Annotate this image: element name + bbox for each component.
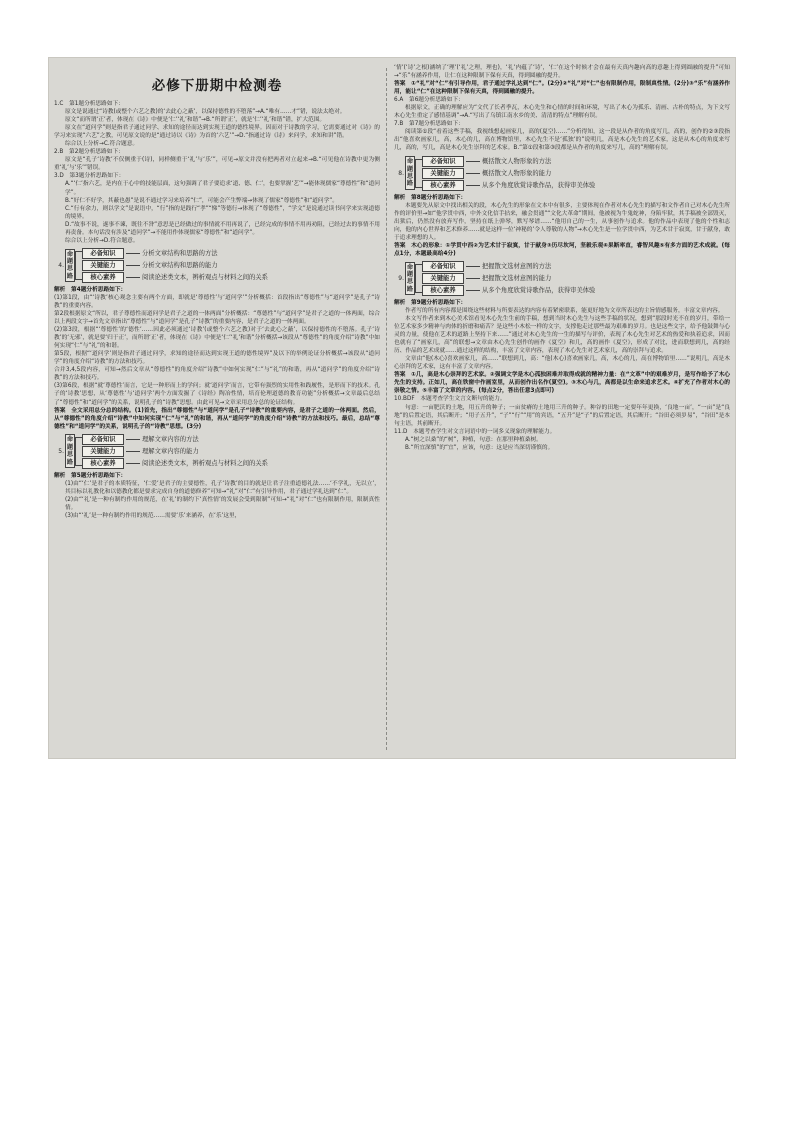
left-text-block-3 (54, 472, 380, 520)
diagram-row (422, 273, 595, 284)
diagram-row-label: 必备知识 (82, 248, 124, 259)
paragraph: 答案 ①几，高是木心崇拜的艺术家。②强调文学是木心孤独困难并取得成就的精神力量：在“文革”中的艰难岁月，是写作给予了木心先生的支持。正如几，高在铁窗中作画室里，从而创作出名作(夏空)。③木心与几，高都是以生命来追求艺术。④扩充了作者对木心的崇敬之情。⑤丰富了文章的内容。(每点2分，答出任意3点即可) (394, 372, 730, 395)
paragraph: B.“好仁不好学，其蔽也愚”是说不通过学习来培养“仁”，可能会产生弊端→体现了儒家“尊德性”和“道问学”。 (65, 197, 338, 204)
paragraph: D.“故事不说，遂事不谏，既往不咎”意思是已经做过的事情就不用再说了，已经完成的事情不用再劝阻，已经过去的事情不用再责备。本句话没有涉及“道问学”→不能用作体现儒家“尊德性”和“道问学”。 (65, 221, 380, 236)
right-text-block-2 (394, 194, 730, 258)
paragraph: (1)由“‘仁’是君子的本质特征，‘仁爱’是君子的主要德性，孔子‘诗教’的目的就是让君子注重道德礼法……‘不学礼，无以立’，其目标以礼教化和以德教化都是要求完成自身的道德修养”可知→“礼”对“仁”有引导作用，君子通过学礼达到“仁”。 (65, 480, 380, 495)
proposition-label: 命 题 思 路 (405, 262, 415, 296)
right-text-block-1 (394, 64, 730, 153)
q4-proposition-diagram (54, 248, 380, 283)
connector-line (126, 277, 140, 278)
paragraph: 原文是说通过“诗教(或整个六艺之教)的‘去此心之蔽’，以保持德性的不堕落”→A.“唯有……才”错，说法太绝对。 (65, 109, 346, 116)
diagram-row (422, 168, 595, 179)
paragraph: A.“树之以桑”的“树”，种植，句意：在那里种植桑树。 (405, 436, 542, 443)
diagram-row-text: 分析文章结构和思路的能力 (142, 261, 218, 269)
diagram-row (82, 248, 268, 259)
diagram-row (422, 180, 595, 191)
q8-proposition-diagram (394, 156, 730, 191)
diagram-row-text: 理解文章内容的方法 (142, 435, 199, 443)
diagram-row (422, 156, 595, 167)
connector-line (466, 290, 480, 291)
left-column (54, 64, 380, 754)
connector-line (466, 161, 480, 162)
connector-line (466, 266, 480, 267)
paragraph: 6.A 第6题分析思路如下： (394, 97, 464, 104)
left-text-block-1 (54, 100, 380, 245)
paragraph: 答案 全文采用总分总的结构。(1)首先，指出“尊德性”与“道问学”是孔子“诗教”的重要内容，是君子之道的一体两面。然后，从“尊德性”的角度介绍“诗教”中如何实现“仁”与“礼”的和谐，再从“道问学”的角度介绍“诗教”的方法和技巧。最后，总结“尊德性”和“道问学”的关系，说明孔子的“诗教”思想。(3分) (54, 407, 380, 430)
diagram-row-label: 关键能力 (422, 273, 464, 284)
diagram-row (422, 261, 595, 272)
q5-proposition-diagram (54, 434, 380, 469)
diagram-row-text: 概括散文人物形象的方法 (482, 157, 552, 165)
right-column (394, 64, 730, 754)
diagram-row-label: 必备知识 (82, 434, 124, 445)
paragraph: 3.D 第3题分析思路如下： (54, 173, 125, 180)
column-divider (386, 68, 387, 750)
paragraph: 7.B 第7题分析思路如下： (394, 121, 464, 128)
paragraph: 第2段根据原文“所以，君子尊德性而道问学是君子之道的一体两面”分析概括：“尊德性”与“道问学”是君子之道的一体两面，综合以上两段文字→首先文章指出“尊德性”与“道问学”是孔子“诗教”的重要内容，是君子之道的一体两面。 (54, 310, 380, 326)
diagram-row-text: 阅读论述类文本，辨析观点与材料之间的关系 (142, 459, 268, 467)
paragraph: 原文是“孔子‘诗教’不仅侧重于(诗)，同样侧重于‘礼’与‘乐’”，可见→原文并没有把两者对立起来→B.“可见他在诗教中更为侧重‘礼’与‘乐’”错误。 (54, 157, 380, 172)
diagram-row (82, 434, 268, 445)
connector-line (466, 173, 480, 174)
diagram-row-label: 关键能力 (422, 168, 464, 179)
diagram-row-text: 从多个角度欣赏诗歌作品，获得审美体验 (482, 286, 596, 294)
right-text-block-3 (394, 299, 730, 452)
paragraph: 答案 ①“礼”对“仁”有引导作用，君子通过学礼达到“仁”。(2分)②“礼”对“仁”也有限制作用，限制真性情。(2分)③“乐”有涵养作用，能让“仁”在这种限制下保有天真，得到圆融的提升。 (394, 81, 730, 96)
paragraph: 2.B 第2题分析思路如下： (54, 149, 124, 156)
connector-line (126, 451, 140, 452)
connector-line (126, 439, 140, 440)
paragraph: 解析 第8题分析思路如下： (394, 194, 467, 201)
bracket (75, 251, 82, 280)
diagram-row-text: 概括散文人物形象的能力 (482, 169, 552, 177)
bracket (415, 264, 422, 293)
paragraph: 第5段，根据“‘道问学’则是指君子通过问学，求知的途径而达到实现王道的德性境界”及以下的举例论证分析概括→该段从“道问学”的角度介绍“诗教”的方法和技巧。 (54, 351, 380, 366)
diagram-row (82, 272, 268, 283)
paragraph: 解析 第9题分析思路如下： (394, 299, 467, 306)
diagram-row (82, 260, 268, 271)
page-title: 必修下册期中检测卷 (151, 78, 283, 94)
proposition-label: 命 题 思 路 (65, 434, 75, 468)
diagram-row-text: 从多个角度欣赏诗歌作品，获得审美体验 (482, 181, 596, 189)
diagram-row-label: 必备知识 (422, 156, 464, 167)
diagram-row-label: 核心素养 (82, 458, 124, 469)
diagram-row (422, 285, 595, 296)
diagram-row-label: 核心素养 (422, 285, 464, 296)
connector-line (126, 463, 140, 464)
diagram-row-label: 必备知识 (422, 261, 464, 272)
paragraph: 本文写作者来到木心美术馆看见木心先生生前的手稿，想到当时木心先生与这些手稿的状况，想到“那段时光不在的岁月，带给一位艺术家多少精神与肉体的折磨和痛苦？是这些小木松一样的文字，支撑他走过那些最为艰难的岁月。也是这些文字，给予他鼓舞与心灵的力量，使他在艺术的道路上坚持下来……”通过对木心先生的一生的描写与评价，表现了木心先生对艺术的热爱和执着追求，因而也就有了“画家几，高”的联想→文章由木心先生创作的画作《夏空》和几，高的画作《夏空》，形成了对比，进而联想到几，高的经历、作品的艺术成就……通过这样的结构，丰富了文章内容，表现了木心先生对艺术家几，高的崇拜与追求。 (394, 315, 730, 355)
paragraph: (3)由“‘礼’是一种有制约作用的规范……需要‘乐’来涵养，在‘乐’这里， (65, 512, 241, 519)
diagram-row (82, 446, 268, 457)
paragraph: 原文“而所谓‘正’者，体现在《诗》中便是‘仁’‘礼’和谐”→B.“所谓‘正’，就是‘仁’‘礼’和谐”错，扩大范围。 (65, 117, 326, 124)
left-text-block-2 (54, 286, 380, 431)
proposition-label: 命 题 思 路 (405, 156, 415, 190)
question-number: 8. (398, 169, 404, 177)
paragraph: 1.C 第1题分析思路如下： (54, 101, 124, 107)
diagram-row-label: 关键能力 (82, 446, 124, 457)
paragraph: 综合以上分析→C.符合题意。 (65, 141, 139, 148)
paragraph: 根据原文，正确的理解应为“文代了长者季瓦，木心先生和心情的时间和环境，写出了木心为孤乐、清画、古朴的特点，为下文写木心先生重定了感情基调”→A.“写出了乌镇江南水乡的美、清清的特点”理解有误。 (394, 105, 730, 120)
paragraph: 11.D 本题考查学生对文言词语中的一词多义现象的理解能力。 (394, 428, 556, 435)
scanned-answer-page (49, 58, 735, 758)
paragraph: A.“‘仁’指六艺，是内在于心中的技能层面，这句强调了君子要追求‘道、德、仁’，也要掌握‘艺’”→能体现儒家“尊德性”和“道问学”。 (65, 181, 380, 196)
diagram-row-label: 关键能力 (82, 260, 124, 271)
paragraph: 综合以上分析→D.符合题意。 (65, 237, 139, 244)
paragraph: 本题要先从原文中找出相关的段，木心先生的形象在文本中有很多，主要体现在作者对木心先生的描写和文作者自己对木心先生所作的评价里→如“他学贯中西，中外文化信手拈来，融会贯通”“文化大革命”期间，他被视为牛鬼蛇神，身陷牢狱，其手稿被全部毁灭，出狱后，仍然没有放弃写作，坚持在纸上弹琴，默写琴谱……“他用自己的一生，从事创作与追求。他的作品中表现了他的个性和志向，他的内心世界和艺术修养……就是这样一位‘神秘的’令人尊敬的人物”→木心先生是一位学贯中西，为艺术甘于寂寞，甘于献身，敢于追求理想的人。 (394, 202, 730, 241)
paragraph: B.“所宜深慎”的“宜”，应该，句意：这是应当深切谨慎的。 (405, 444, 554, 451)
paragraph: (3)第6段，根据“就‘尊德性’而言，它是一种形而上的学问；就‘道问学’而言，它带有强烈的实用性和践履性，是形而下的技术。孔子的‘诗教’思想，从‘尊德性’与‘道问学’两个方面发掘了《诗经》陶冶性情，培育伦理道德的教育功能”分析概括→文章最后总结了“尊德性”和“道问学”的关系，说明孔子的“诗教”思想。由此可见→文章采用总分总的论证结构。 (54, 383, 380, 406)
paragraph: 答案 木心的形象：①学贯中西②为艺术甘于寂寞，甘于献身③历尽坎坷，坚毅乐观④果断率直，睿智风趣⑤有多方面的艺术成就。(每点1分，本题最高给4分) (394, 242, 730, 257)
paragraph: 原文在“道问学”则是指君子通过问学、求知的途径而达到实现王道的德性境界。因而对于诗教的学习，它需要通过对《诗》的学习来实现“六艺”之教，可见原文说的是“通过诗以《诗》为首的‘六艺’”→D.“指通过诗《诗》来问学，求知和讲”错。 (54, 125, 380, 140)
diagram-row-text: 阅读论述类文本，辨析观点与材料之间的关系 (142, 273, 268, 281)
paragraph: ‘情’(‘诗’之根)涵纳了‘理’(‘礼’之理，理也)，‘礼’内蕴了‘诗’，‘仁’在这个时候才会在最有天真内趣向高的意趣上得到圆融的提升”可知→“乐”有涵养作用，让仁在这种限制下保有天真，得到圆融的提升。 (394, 65, 730, 80)
diagram-row (82, 458, 268, 469)
diagram-row-label: 核心素养 (82, 272, 124, 283)
paragraph: 10.BDF 本题考查学生文言文断句的能力。 (394, 396, 506, 403)
question-number: 9. (398, 274, 404, 282)
paragraph: (2)第3段，根据“‘尊德性’的‘德性’……因此必须通过‘诗教’(或整个六艺之教)对于‘去此心之蔽’，以保持德性的不堕落。孔子‘诗教’的‘无邪’，就是要‘归于正’，而所谓‘正’者，体现在《诗》中便是‘仁’‘礼’和谐”分析概括→该段从“尊德性”的角度介绍“诗教”中如何实现“仁”与“礼”的和谐。 (54, 327, 380, 350)
paragraph: C.“行有余力，则以学文”是说语中，“行”指的是践行“孝”“悌”等德行→体现了“尊德性”，“学文”是说通过读书问学来实现道德的境界。 (65, 205, 380, 220)
diagram-row-text: 把握散文选材意图的能力 (482, 274, 552, 282)
connector-line (466, 185, 480, 186)
q9-proposition-diagram (394, 261, 730, 296)
paragraph: 阅读第①段“看着这些手稿，我视线想起画家几，高的(夏空)……”分析得知，这一段是从作者的角度写几，高的，创作的②③段指出“他喜欢画家几，高，木心的几，高在博物馆里，木心先生不是‘孤独’的”说明几，高是木心先生的艺术家，这是从木心的角度来写几，高的，写几，高是木心先生崇拜的艺术家。B.“第①段和第③段都是从作者的角度来写几，高的”理解有误。 (394, 129, 730, 152)
connector-line (466, 278, 480, 279)
question-number: 5. (58, 447, 64, 455)
paragraph: 作者写的所有内容都是围绕这些材料与所要表达的内容有着紧密联系，能更好地为文章所表达的主旨情感服务，丰富文章内容。 (405, 307, 724, 314)
diagram-row-text: 理解文章内容的能力 (142, 447, 199, 455)
paragraph: 解析 第5题分析思路如下： (54, 472, 127, 479)
diagram-row-text: 把握散文选材意图的方法 (482, 262, 552, 270)
connector-line (126, 265, 140, 266)
paragraph: 文章由“他(木心)喜欢画家几，高……”联想到几，高：“他(木心)喜欢画家几，高，木心的几，高在博物馆里……”说明几，高是木心崇拜的艺术家，这有丰富了文章内容。 (394, 356, 730, 371)
connector-line (126, 253, 140, 254)
paragraph: 合并3,4,5段内容，可知→然后文章从“尊德性”的角度介绍“诗教”中如何实现“仁”与“礼”的和谐，再从“道问学”的角度介绍“诗教”的方法和技巧。 (54, 367, 380, 382)
bracket (415, 159, 422, 188)
paragraph: (1)第1段，由“‘诗教’核心观念主要有两个方面，即就是‘尊德性’与‘道问学’”分析概括：首段指出“尊德性”与“道问学”是孔子“诗教”的重要内容。 (54, 294, 380, 309)
proposition-label: 命 题 思 路 (65, 249, 75, 283)
diagram-row-label: 核心素养 (422, 180, 464, 191)
diagram-row-text: 分析文章结构和思路的方法 (142, 249, 218, 257)
paragraph: 句意：一亩肥沃的土地，用五升的种子；一亩贫瘠的土地用三升的种子。种谷的田地一定要年年更换，‘良地一亩’，“一亩”是“良地”的后置定语，其后断开；“用子五升”，“子”“行”“用”的宾语，“五升”是“子”的后置定语，其后断开；“谷田必须岁易”，“谷田”是本句主语，其前断开。 (394, 404, 730, 427)
question-number: 4. (58, 261, 64, 269)
paragraph: 解析 第4题分析思路如下： (54, 286, 127, 293)
bracket (75, 437, 82, 466)
paragraph: (2)由“‘礼’是一种有制约作用的规范，在‘礼’的制约下‘真性情’的发展会受到限制”可知→“礼”对“仁”也有限制作用，限制真性情。 (65, 496, 380, 511)
